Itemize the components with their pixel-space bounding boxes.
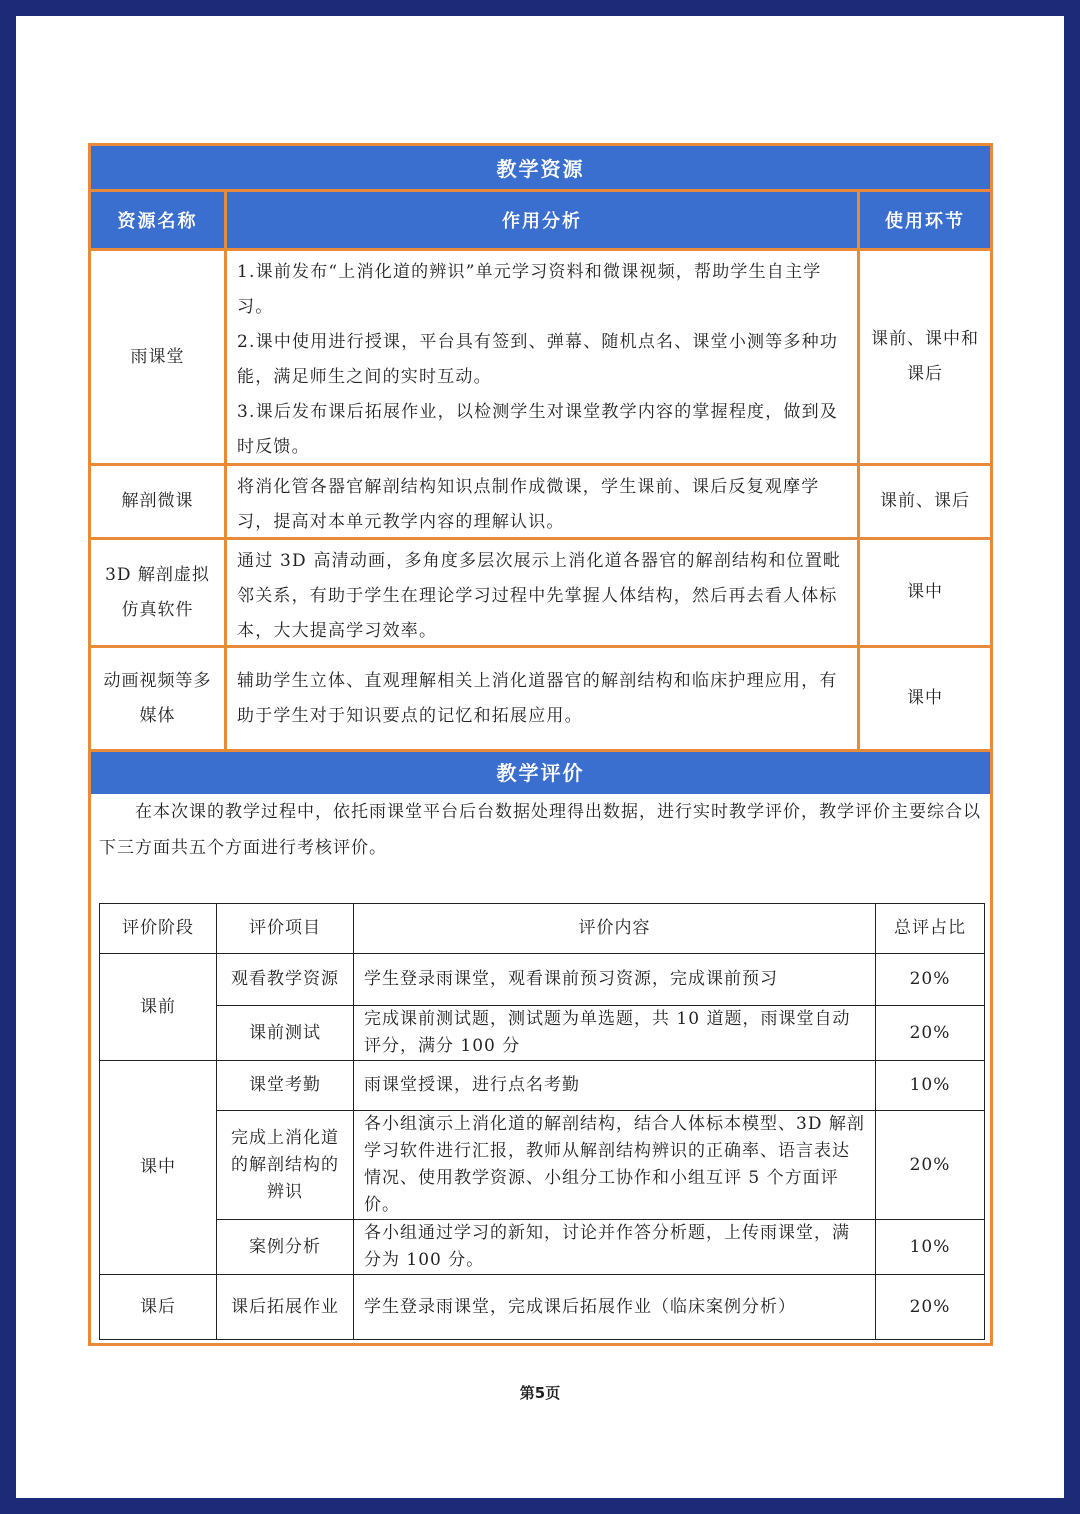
evaluation-title: 教学评价 [91,752,990,794]
eval-stage: 课中 [100,1061,217,1275]
col-content: 评价内容 [354,904,876,954]
resource-analysis [224,466,860,537]
resource-stage: 课中 [907,582,943,602]
document-frame [88,143,993,1346]
eval-ratio: 10% [876,1061,985,1111]
resource-row [91,466,990,540]
resource-row [91,648,990,752]
col-ratio: 总评占比 [876,904,985,954]
resources-header-row [91,192,990,251]
resource-name: 动画视频等多媒体 [103,670,212,726]
col-item: 评价项目 [217,904,354,954]
page [16,16,1064,1498]
eval-item: 观看教学资源 [217,954,354,1006]
evaluation-intro: 在本次课的教学过程中，依托雨课堂平台后台数据处理得出数据，进行实时教学评价，教学评价主要综合以下三方面共五个方面进行考核评价。 [99,802,981,858]
eval-ratio: 20% [876,1111,985,1220]
table-row [100,1220,985,1275]
resource-row [91,251,990,466]
eval-item: 完成上消化道的解剖结构的辨识 [217,1111,354,1220]
page-number: 第5页 [519,1384,561,1402]
header-usage-stage: 使用环节 [860,192,990,248]
resource-stage: 课前、课后 [880,491,970,511]
eval-item: 课后拓展作业 [217,1275,354,1340]
table-row [100,954,985,1006]
analysis-line: 通过 3D 高清动画，多角度多层次展示上消化道各器官的解剖结构和位置毗邻关系，有助于学生在理论学习过程中先掌握人体结构，然后再去看人体标本，大大提高学习效率。 [237,551,842,641]
col-stage: 评价阶段 [100,904,217,954]
table-row [100,1006,985,1061]
table-header-row [100,904,985,954]
resource-name: 雨课堂 [130,346,185,367]
resource-analysis [224,540,860,645]
eval-content: 完成课前测试题，测试题为单选题，共 10 道题，雨课堂自动评分，满分 100 分 [354,1006,876,1061]
resource-stage: 课前、课中和课后 [871,329,979,384]
eval-item: 课堂考勤 [217,1061,354,1111]
resource-stage: 课中 [907,688,943,708]
resource-analysis [224,648,860,749]
analysis-line: 3.课后发布课后拓展作业，以检测学生对课堂教学内容的掌握程度，做到及时反馈。 [237,402,839,457]
resources-title: 教学资源 [91,146,990,192]
resource-name: 3D 解剖虚拟仿真软件 [105,564,210,620]
eval-ratio: 20% [876,1275,985,1340]
eval-ratio: 20% [876,954,985,1006]
analysis-line: 1.课前发布“上消化道的辨识”单元学习资料和微课视频，帮助学生自主学习。 [237,262,822,317]
evaluation-table [99,903,985,1340]
eval-stage: 课前 [100,954,217,1061]
table-row [100,1061,985,1111]
eval-content: 各小组演示上消化道的解剖结构，结合人体标本模型、3D 解剖学习软件进行汇报，教师从解剖结构辨识的正确率、语言表达情况、使用教学资源、小组分工协作和小组互评 5 个方面评价。 [354,1111,876,1220]
eval-item: 课前测试 [217,1006,354,1061]
eval-content: 雨课堂授课，进行点名考勤 [354,1061,876,1111]
eval-ratio: 20% [876,1006,985,1061]
analysis-line: 辅助学生立体、直观理解相关上消化道器官的解剖结构和临床护理应用，有助于学生对于知识要点的记忆和拓展应用。 [237,670,838,726]
table-row [100,1275,985,1340]
eval-content: 各小组通过学习的新知，讨论并作答分析题，上传雨课堂，满分为 100 分。 [354,1220,876,1275]
table-row [100,1111,985,1220]
eval-ratio: 10% [876,1220,985,1275]
header-resource-name: 资源名称 [91,192,224,248]
resource-row [91,540,990,648]
analysis-line: 2.课中使用进行授课，平台具有签到、弹幕、随机点名、课堂小测等多种功能，满足师生之间的实时互动。 [237,332,839,387]
analysis-line: 将消化管各器官解剖结构知识点制作成微课，学生课前、课后反复观摩学习，提高对本单元教学内容的理解认识。 [237,477,820,532]
eval-content: 学生登录雨课堂，完成课后拓展作业（临床案例分析） [354,1275,876,1340]
eval-item: 案例分析 [217,1220,354,1275]
resource-name: 解剖微课 [121,491,194,511]
resource-analysis [224,251,860,463]
eval-content: 学生登录雨课堂，观看课前预习资源，完成课前预习 [354,954,876,1006]
eval-stage: 课后 [100,1275,217,1340]
header-analysis: 作用分析 [224,192,860,248]
